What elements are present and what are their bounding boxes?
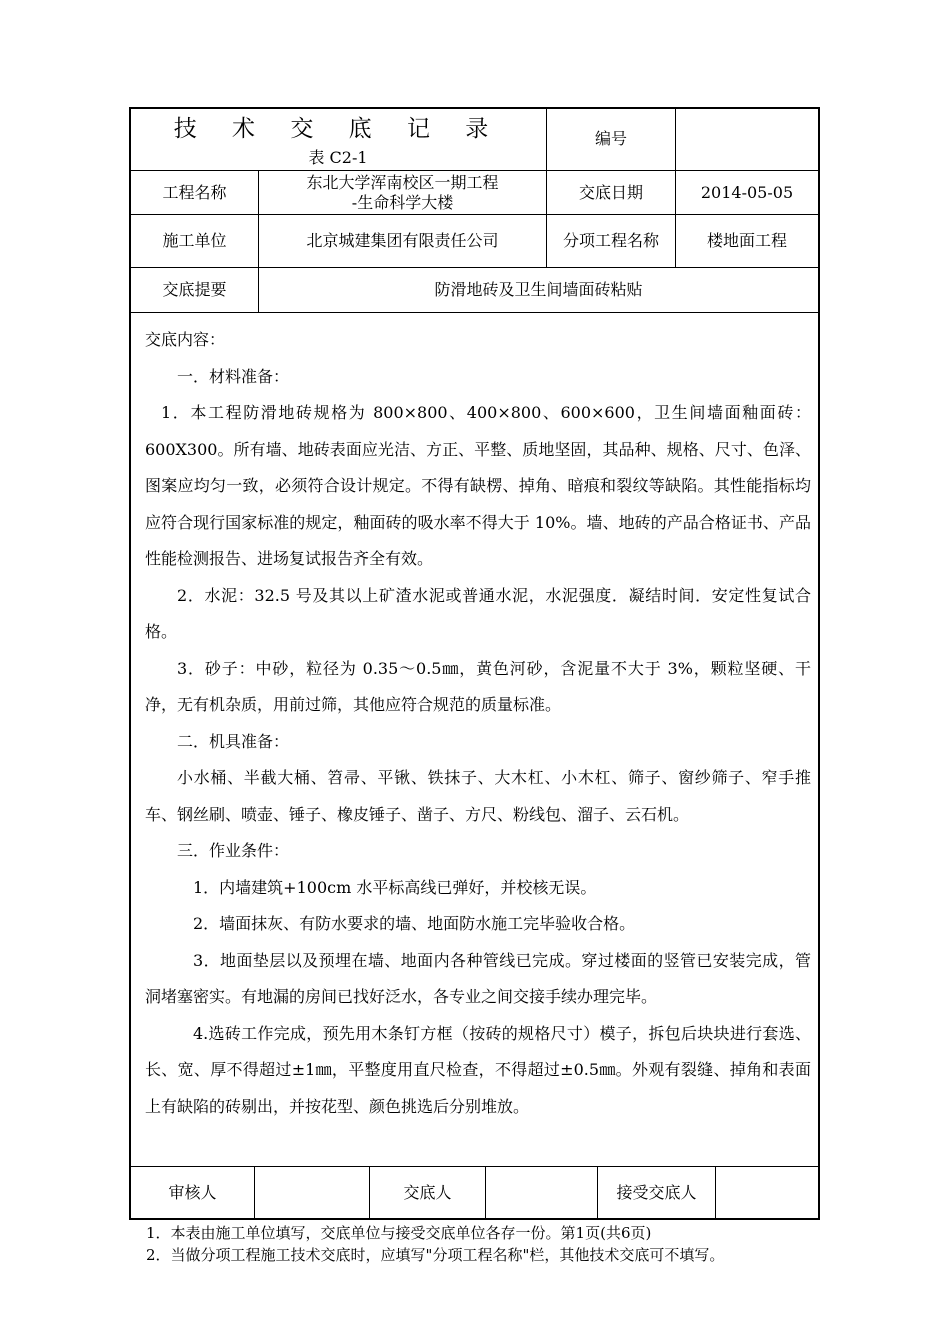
discloser-value bbox=[486, 1167, 597, 1219]
project-name-value bbox=[259, 171, 546, 214]
content-paragraph: 小水桶、半截大桶、笤帚、平锹、铁抹子、大木杠、小木杠、筛子、窗纱筛子、窄手推车、钢丝刷、喷壶、锤子、橡皮锤子、凿子、方尺、粉线包、溜子、云石机。 bbox=[145, 768, 811, 824]
project-name-label: 工程名称 bbox=[162, 182, 227, 202]
content-paragraph: 1．内墙建筑+100cm 水平标高线已弹好，并校核无误。 bbox=[193, 877, 597, 897]
footnote-2: 2．当做分项工程施工技术交底时，应填写"分项工程名称"栏，其他技术交底可不填写。 bbox=[146, 1246, 725, 1264]
content-paragraph: 1．本工程防滑地砖规格为 800×800、400×800、600×600，卫生间墙面釉面砖：600X300。所有墙、地砖表面应光洁、方正、平整、质地坚固，其品种、规格、尺寸、色泽、图案应均匀一致，必须符合设计规定。不得有缺楞、掉角、暗痕和裂纹等缺陷。其性能指标均应符合现行国家标准的规定，釉面砖的吸水率不得大于 10%。墙、地砖的产品合格证书、产品性能检测报告、进场复试报告齐全有效。 bbox=[145, 403, 811, 568]
unit-value: 北京城建集团有限责任公司 bbox=[306, 231, 499, 250]
footnote-1: 1．本表由施工单位填写，交底单位与接受交底单位各存一份。第1页(共6页) bbox=[146, 1224, 652, 1242]
receiver-label: 接受交底人 bbox=[616, 1183, 697, 1202]
subitem-label: 分项工程名称 bbox=[562, 231, 659, 250]
disclosure-content bbox=[145, 322, 811, 1125]
content-paragraph: 3．地面垫层以及预埋在墙、地面内各种管线已完成。穿过楼面的竖管已安装完成，管洞堵塞密实。有地漏的房间已找好泛水，各专业之间交接手续办理完毕。 bbox=[145, 950, 811, 1006]
discloser-label: 交底人 bbox=[403, 1183, 452, 1202]
summary-value: 防滑地砖及卫生间墙面砖粘贴 bbox=[434, 280, 643, 299]
section-heading-materials: 一．材料准备： bbox=[177, 366, 290, 386]
row-divider bbox=[130, 312, 819, 313]
content-paragraph: 4.选砖工作完成，预先用木条钉方框（按砖的规格尺寸）模子，拆包后块块进行套选、长、宽、厚不得超过±1㎜，平整度用直尺检查，不得超过±0.5㎜。外观有裂缝、掉角和表面上有缺陷的砖剔出，并按花型、颜色挑选后分别堆放。 bbox=[145, 1023, 811, 1116]
form-number: 表 C2-1 bbox=[308, 148, 368, 167]
content-paragraph: 3．砂子：中砂，粒径为 0.35～0.5㎜，黄色河砂，含泥量不大于 3%，颗粒坚硬、干净，无有机杂质，用前过筛，其他应符合规范的质量标准。 bbox=[145, 658, 811, 714]
reviewer-label: 审核人 bbox=[168, 1183, 217, 1202]
document-title: 技 术 交 底 记 录 bbox=[173, 116, 503, 142]
date-label: 交底日期 bbox=[578, 182, 643, 202]
summary-label: 交底提要 bbox=[162, 280, 227, 299]
reviewer-value bbox=[255, 1167, 369, 1219]
section-heading-conditions: 三．作业条件： bbox=[177, 841, 290, 860]
section-heading-tools: 二．机具准备： bbox=[177, 731, 290, 751]
receiver-value bbox=[716, 1167, 818, 1219]
content-paragraph: 2．墙面抹灰、有防水要求的墙、地面防水施工完毕验收合格。 bbox=[193, 914, 636, 933]
subitem-value: 楼地面工程 bbox=[706, 231, 787, 250]
number-label: 编号 bbox=[594, 129, 627, 148]
date-value: 2014-05-05 bbox=[700, 182, 794, 202]
content-paragraph: 2．水泥：32.5 号及其以上矿渣水泥或普通水泥，水泥强度．凝结时间．安定性复试合格。 bbox=[145, 585, 811, 641]
number-value bbox=[676, 108, 818, 170]
project-name-line2: -生命科学大楼 bbox=[351, 192, 454, 212]
project-name-line1: 东北大学浑南校区一期工程 bbox=[306, 172, 499, 192]
content-heading: 交底内容： bbox=[145, 330, 226, 349]
unit-label: 施工单位 bbox=[162, 231, 227, 250]
